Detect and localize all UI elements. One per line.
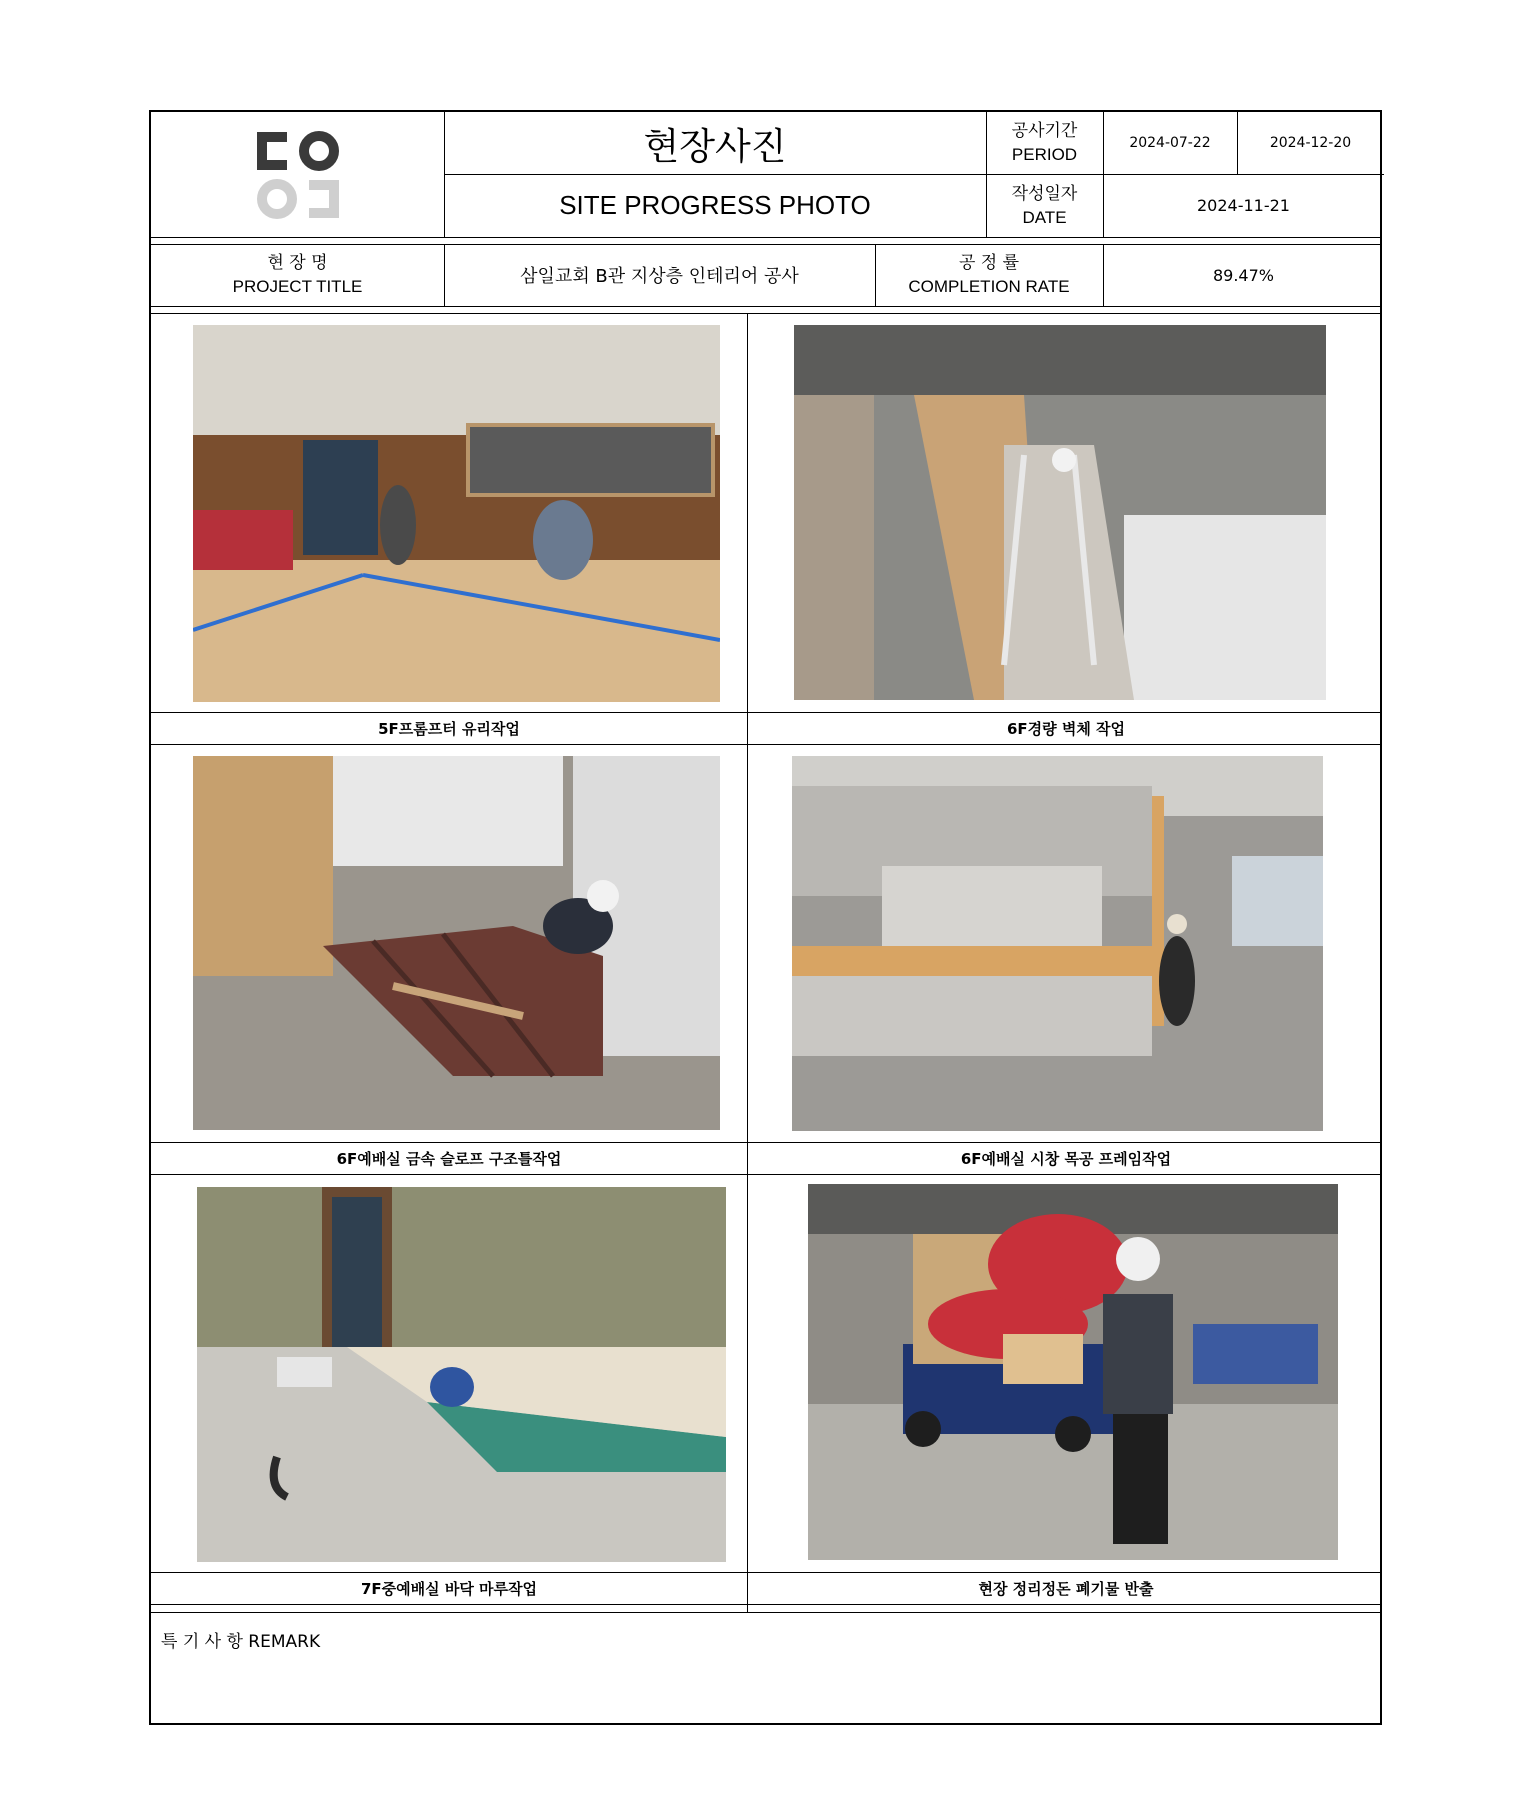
photo-caption: 6F경량 벽체 작업 bbox=[1006, 719, 1126, 738]
project-title-label-ko: 현 장 명 bbox=[267, 253, 328, 273]
project-title-value: 삼일교회 B관 지상층 인테리어 공사 bbox=[520, 266, 799, 287]
photo-caption: 6F예배실 금속 슬로프 구조틀작업 bbox=[336, 1149, 562, 1168]
date-label-en: DATE bbox=[1022, 207, 1067, 227]
company-logo bbox=[151, 112, 444, 237]
photo-7f-floor-flooring bbox=[197, 1187, 726, 1562]
photo-6f-metal-slope-frame bbox=[193, 756, 720, 1130]
photo-site-cleanup-waste-removal bbox=[808, 1184, 1338, 1560]
completion-rate-label bbox=[875, 244, 1103, 306]
photo-caption: 5F프롬프터 유리작업 bbox=[378, 719, 520, 738]
completion-rate-label-ko: 공 정 률 bbox=[958, 253, 1020, 273]
remark-label: 특 기 사 항 REMARK bbox=[161, 1632, 321, 1652]
project-title-label-en: PROJECT TITLE bbox=[232, 277, 363, 296]
page-title: 현장사진 bbox=[643, 125, 787, 168]
period-label bbox=[986, 112, 1103, 174]
period-label-ko: 공사기간 bbox=[1011, 121, 1078, 141]
page-subtitle: SITE PROGRESS PHOTO bbox=[559, 190, 871, 220]
remark-area bbox=[151, 1652, 1380, 1722]
period-label-en: PERIOD bbox=[1011, 145, 1078, 164]
project-title-label bbox=[151, 244, 444, 306]
photo-6f-window-wood-frame bbox=[792, 756, 1323, 1131]
date-label-ko: 작성일자 bbox=[1011, 183, 1078, 204]
photo-caption: 현장 정리정돈 폐기물 반출 bbox=[978, 1579, 1154, 1598]
period-end: 2024-12-20 bbox=[1269, 135, 1352, 151]
period-start: 2024-07-22 bbox=[1129, 135, 1211, 151]
completion-rate-value: 89.47% bbox=[1212, 265, 1274, 285]
site-photo-report bbox=[149, 110, 1382, 1725]
photo-6f-light-wall bbox=[794, 325, 1326, 700]
completion-rate-label-en: COMPLETION RATE bbox=[908, 277, 1070, 296]
photo-5f-prompter-glass bbox=[193, 325, 720, 702]
photo-caption: 7F중예배실 바닥 마루작업 bbox=[360, 1579, 538, 1598]
date-value: 2024-11-21 bbox=[1197, 196, 1290, 215]
date-label bbox=[986, 174, 1103, 237]
photo-caption: 6F예배실 시창 목공 프레임작업 bbox=[960, 1149, 1172, 1168]
